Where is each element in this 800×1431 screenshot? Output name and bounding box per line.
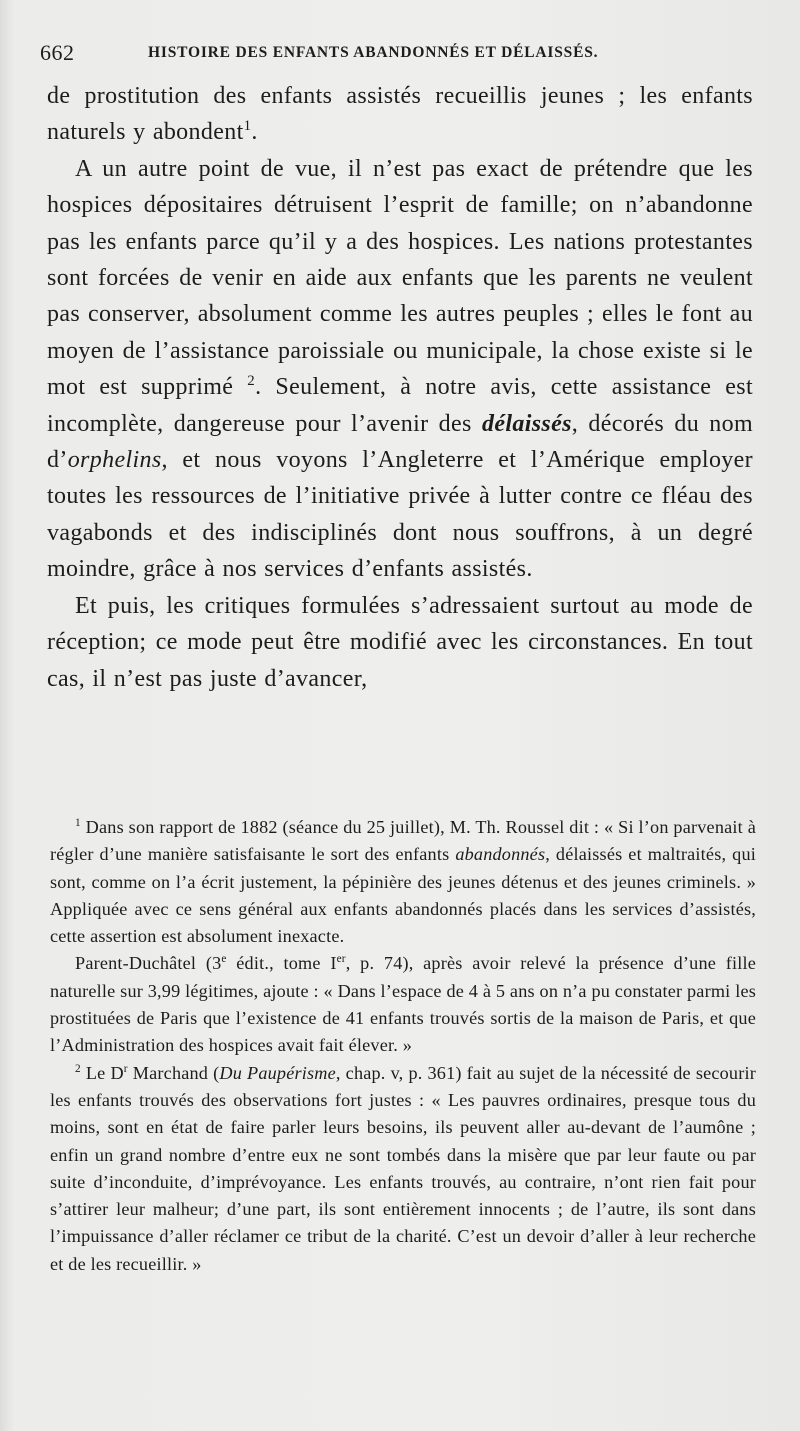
text: , p. 74), après avoir relevé la présence d’une fille naturelle sur 3,99 légitimes, ajoute : « Dans l’espace de 4 à 5 ans on n’a pu constater parmi les prostituées de Paris que l’existence de 41 enfants trouvés sortis de la maison de Paris, et que l’Administration des hospices avait fait élever. » bbox=[50, 953, 756, 1056]
paragraph-3: Et puis, les critiques formulées s’adressaient surtout au mode de réception; ce mode peut être modifié avec les circonstances. En tout cas, il n’est pas juste d’avancer, bbox=[47, 592, 753, 692]
footnote-ref-1: 1 bbox=[243, 118, 252, 135]
footnote-mark-2: 2 bbox=[75, 1062, 81, 1075]
footnote-1-continued bbox=[50, 950, 756, 1059]
text: Le D bbox=[80, 1062, 124, 1083]
text: Dans son rapport de 1882 (séance du 25 juillet), M. Th. Roussel dit : « Si l’on parvenait à régler d’une manière satisfaisante le sort des enfants bbox=[50, 817, 756, 865]
text: , et nous voyons l’Angleterre et l’Amérique employer toutes les ressources de l’initiative privée à lutter contre ce fléau des vagabonds et des indisciplinés dont nous souffrons, à un degré moindre, grâce à nos services d’enfants assistés. bbox=[47, 447, 753, 583]
text: Marchand ( bbox=[127, 1062, 220, 1083]
page-header bbox=[40, 38, 760, 68]
paragraph-2 bbox=[47, 151, 753, 588]
paragraph-1 bbox=[47, 78, 753, 151]
text: . Seulement, à notre avis, cette assistance est incomplète, dangereuse pour l’avenir des bbox=[47, 374, 753, 437]
citation-title: Du Paupérisme bbox=[219, 1062, 336, 1083]
emphasis-orphelins: orphelins bbox=[67, 447, 162, 474]
text: édit., tome I bbox=[226, 953, 337, 974]
running-title: HISTOIRE DES ENFANTS ABANDONNÉS ET DÉLAISSÉS. bbox=[148, 44, 599, 61]
footnote-2 bbox=[50, 1060, 756, 1278]
text: Parent-Duchâtel (3 bbox=[75, 953, 222, 974]
text: , décorés du nom d’ bbox=[47, 410, 753, 474]
superscript: e bbox=[221, 953, 227, 966]
emphasis-delaisses: délaissés bbox=[481, 410, 572, 437]
superscript: r bbox=[123, 1062, 128, 1075]
text: de prostitution des enfants assistés recueillis jeunes ; les enfants naturels y abondent bbox=[47, 83, 753, 146]
footnotes bbox=[50, 814, 756, 1278]
main-text bbox=[47, 78, 753, 697]
text: , chap. v, p. 361) fait au sujet de la nécessité de secourir les enfants trouvés des observations fort justes : « Les pauvres ordinaires, presque tous du moins, sont en état de faire parler leurs besoins, ils peuvent aller au-devant de l’aumône ; enfin un grand nombre d’entre eux ne sont tombés dans la misère que par leur faute ou par suite d’inconduite, d’imprévoyance. Les enfants trouvés, au contraire, n’ont rien fait pour s’attirer leur malheur; d’une part, ils sont entièrement innocents ; de l’autre, ils sont dans l’impuissance d’aller réclamer ce tribut de la charité. C’est un devoir d’aller à leur recherche et de les recueillir. » bbox=[50, 1062, 756, 1274]
footnote-mark-1: 1 bbox=[75, 817, 81, 830]
page-number: 662 bbox=[40, 40, 75, 65]
footnote-ref-2: 2 bbox=[247, 373, 256, 390]
text: . bbox=[251, 119, 258, 146]
footnote-1 bbox=[50, 814, 756, 950]
text: , délaissés et maltraités, qui sont, comme on l’a écrit justement, la pépinière des jeunes détenus et des jeunes criminels. » Appliquée avec ce sens général aux enfants abandonnés placés dans les services d’assistés, cette assertion est absolument inexacte. bbox=[50, 844, 756, 947]
emphasis-abandonnes: abandonnés bbox=[455, 844, 546, 865]
superscript: er bbox=[336, 953, 346, 966]
text: A un autre point de vue, il n’est pas exact de prétendre que les hospices dépositaires détruisent l’esprit de famille; on n’abandonne pas les enfants parce qu’il y a des hospices. Les nations protestantes sont forcées de venir en aide aux enfants que les parents ne veulent pas conserver, absolument comme les autres peuples ; elles le font au moyen de l’assistance paroissiale ou municipale, la chose existe si le mot est supprimé bbox=[47, 155, 753, 401]
